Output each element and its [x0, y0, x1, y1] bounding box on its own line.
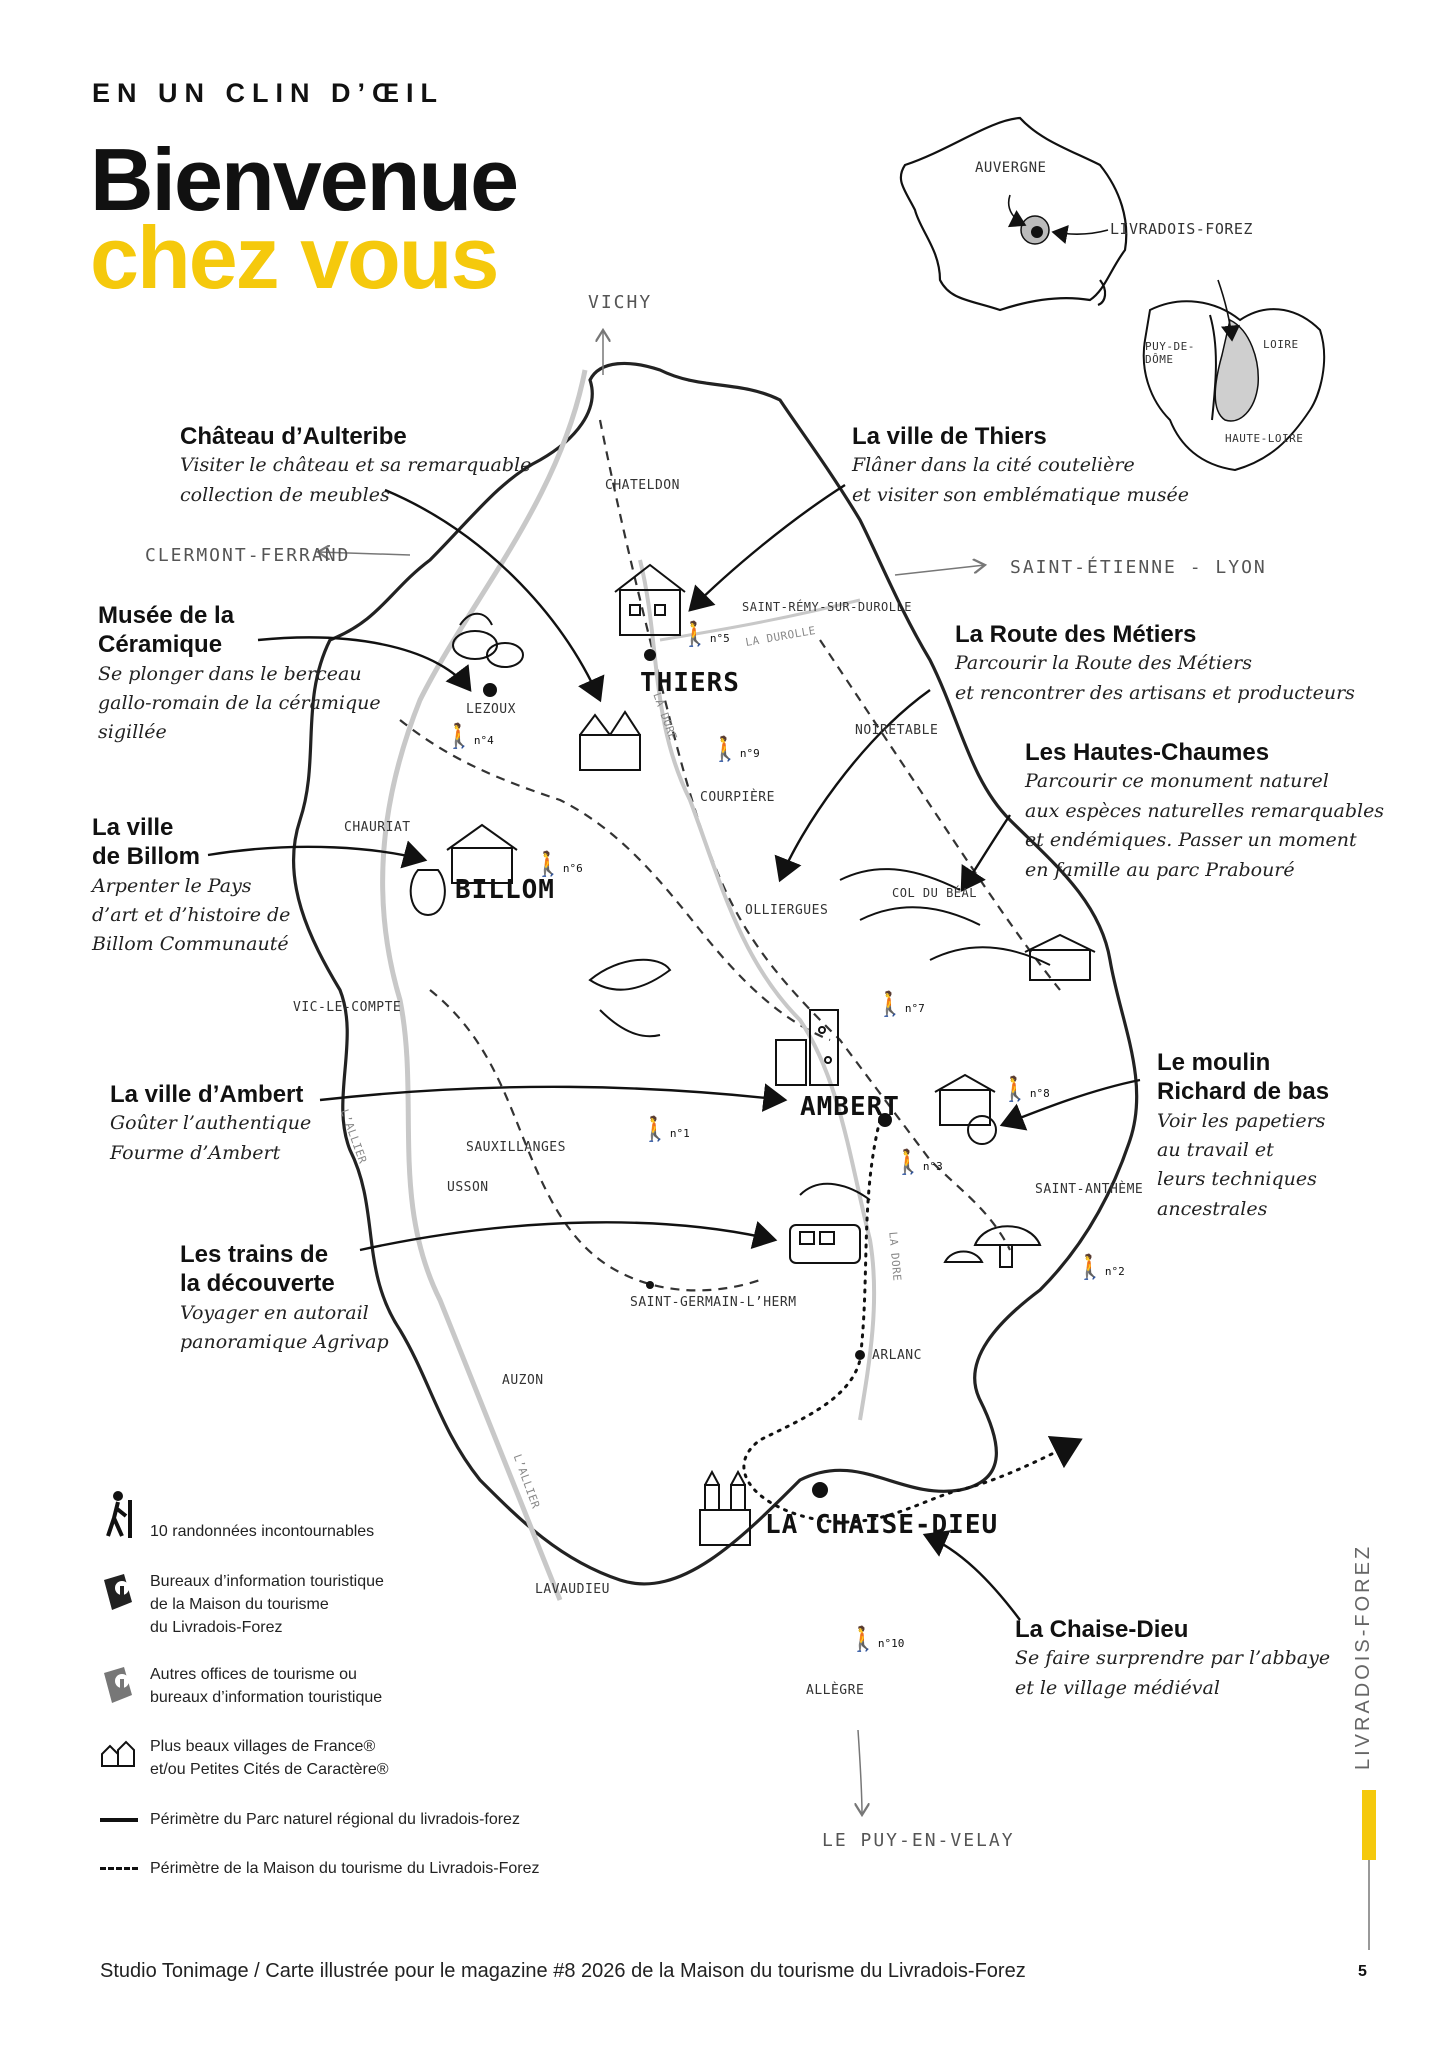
place-col-du-beal: COL DU BÉAL	[892, 886, 977, 900]
village-icon	[100, 1738, 138, 1773]
callout-desc: Visiter le château et sa remarquable	[180, 454, 532, 477]
river-label-allier: L’ALLIER	[337, 1107, 370, 1166]
mushrooms-illustration	[945, 1226, 1040, 1267]
callout-desc: Voyager en autorail	[180, 1301, 369, 1324]
callout-desc: d’art et d’histoire de	[92, 903, 291, 926]
place-chateldon: CHATELDON	[605, 478, 680, 493]
hike-number: n°3	[922, 1160, 943, 1173]
place-noiretable: NOIRÉTABLE	[855, 723, 939, 738]
place-arlanc: ARLANC	[872, 1348, 922, 1363]
callout-desc: au travail et	[1157, 1138, 1274, 1161]
callout-desc: Fourme d’Ambert	[110, 1141, 281, 1164]
mountains-illustration	[840, 869, 1050, 965]
callout-desc: Se plonger dans le berceau	[98, 662, 362, 685]
place-allegre: ALLÈGRE	[806, 1683, 865, 1698]
callout-moulin-richard-de-bas	[1157, 1048, 1329, 1224]
legend-item-other-offices	[150, 1663, 382, 1709]
side-rule	[1368, 1860, 1370, 1950]
callout-title: La Chaise-Dieu	[1015, 1616, 1189, 1643]
hike-number: n°1	[669, 1127, 690, 1140]
legend-label: du Livradois-Forez	[150, 1619, 283, 1637]
hike-number: n°2	[1104, 1265, 1125, 1278]
river-label-dore-south: LA DORE	[886, 1231, 904, 1282]
hiker-icon: 🚶n°4	[444, 723, 494, 750]
legend-label: Bureaux d’information touristique	[150, 1573, 384, 1590]
hiker-icon: 🚶n°1	[640, 1116, 690, 1143]
place-vic-le-compte: VIC-LE-COMPTE	[293, 1000, 402, 1015]
callout-desc: Parcourir ce monument naturel	[1025, 770, 1329, 793]
hiker-icon: 🚶n°5	[680, 621, 730, 648]
callout-desc: aux espèces naturelles remarquables	[1025, 799, 1385, 822]
park-perimeter-line	[100, 1818, 138, 1822]
callout-desc: et rencontrer des artisans et producteurs	[955, 681, 1355, 704]
callout-title: La ville	[92, 814, 174, 841]
callout-title: Les Hautes-Chaumes	[1025, 739, 1270, 766]
direction-vichy: VICHY	[588, 292, 653, 313]
hiker-icon: 🚶n°2	[1075, 1254, 1125, 1281]
callout-desc: gallo-romain de la céramique	[98, 691, 381, 714]
legend-label: Plus beaux villages de France®	[150, 1738, 376, 1755]
hiker-icon	[100, 1490, 136, 1545]
callout-desc: et le village médiéval	[1015, 1676, 1220, 1699]
callout-title: Richard de bas	[1157, 1078, 1330, 1106]
place-chauriat: CHAURIAT	[344, 820, 411, 835]
train-route	[744, 1120, 1080, 1522]
park-perimeter	[294, 363, 1137, 1583]
place-saint-remy: SAINT-RÉMY-SUR-DUROLLE	[742, 600, 912, 614]
callout-la-chaise-dieu	[1015, 1615, 1330, 1703]
callout-desc: Goûter l’authentique	[110, 1112, 312, 1135]
legend-label: Périmètre du Parc naturel régional du livradois-forez	[150, 1811, 520, 1828]
legend-item-villages	[150, 1735, 389, 1781]
callout-title: La Route des Métiers	[955, 621, 1197, 648]
place-auzon: AUZON	[502, 1373, 544, 1388]
callout-desc: sigillée	[98, 721, 167, 744]
inset-france-map	[901, 118, 1126, 310]
callout-desc: Se faire surprendre par l’abbaye	[1015, 1647, 1331, 1670]
legend-label: Autres offices de tourisme ou	[150, 1666, 357, 1683]
callout-title: la découverte	[180, 1270, 335, 1298]
mill-illustration	[935, 1075, 996, 1144]
inset-label-auvergne: AUVERGNE	[975, 160, 1047, 176]
callout-chateau-aulteribe	[180, 422, 531, 510]
legend-label: et/ou Petites Cités de Caractère®	[150, 1761, 389, 1779]
hiker-icon: 🚶n°6	[533, 851, 583, 878]
place-billom: BILLOM	[455, 875, 555, 905]
hike-number: n°10	[877, 1637, 905, 1650]
legend-item-main-offices	[150, 1570, 384, 1640]
footer-credit: Studio Tonimage / Carte illustrée pour le magazine #8 2026 de la Maison du tourisme du Livradois-Forez	[100, 1960, 1026, 1982]
title-line-2: chez vous	[90, 208, 498, 307]
callout-trains-decouverte	[180, 1240, 389, 1357]
main-info-office-icon	[100, 1572, 136, 1617]
callout-hautes-chaumes	[1025, 738, 1384, 885]
callout-title: Céramique	[98, 631, 223, 659]
callout-thiers	[852, 422, 1189, 510]
callout-title: Musée de la	[98, 602, 235, 629]
direction-le-puy: LE PUY-EN-VELAY	[822, 1830, 1015, 1851]
legend-label: Périmètre de la Maison du tourisme du Livradois-Forez	[150, 1860, 540, 1877]
callout-desc: ancestrales	[1157, 1197, 1268, 1220]
callout-title: Le moulin	[1157, 1049, 1271, 1076]
place-lezoux: LEZOUX	[466, 702, 516, 717]
callout-desc: et endémiques. Passer un moment	[1025, 829, 1357, 852]
place-usson: USSON	[447, 1180, 489, 1195]
hike-number: n°5	[709, 632, 730, 645]
callout-desc: leurs techniques	[1157, 1168, 1317, 1191]
place-thiers: THIERS	[640, 668, 740, 698]
direction-saint-etienne: SAINT-ÉTIENNE - LYON	[1010, 557, 1267, 578]
callout-title: Château d’Aulteribe	[180, 423, 407, 450]
place-sauxillanges: SAUXILLANGES	[466, 1140, 566, 1155]
legend-label: 10 randonnées incontournables	[150, 1523, 375, 1540]
hike-number: n°6	[562, 862, 583, 875]
title-line-1: Bienvenue	[90, 130, 518, 229]
river-allier	[383, 370, 585, 1600]
place-courpiere: COURPIÈRE	[700, 790, 775, 805]
callout-ambert	[110, 1080, 311, 1168]
place-olliergues: OLLIERGUES	[745, 903, 829, 918]
other-info-office-icon	[100, 1665, 136, 1710]
kicker: EN UN CLIN D’ŒIL	[92, 78, 444, 108]
place-lavaudieu: LAVAUDIEU	[535, 1582, 610, 1597]
callout-desc: collection de meubles	[180, 483, 390, 506]
place-ambert: AMBERT	[800, 1092, 900, 1122]
inset-livradois-forez-area	[1215, 320, 1258, 421]
callout-billom	[92, 813, 290, 960]
river-label-allier-south: L’ALLIER	[510, 1452, 543, 1511]
fish-illustration	[590, 960, 670, 1037]
river-label-dore: LA DORE	[650, 690, 680, 743]
callout-desc: Parcourir la Route des Métiers	[955, 652, 1252, 675]
hiker-icon: 🚶n°7	[875, 991, 925, 1018]
tourism-perimeter-dashed-line	[100, 1867, 138, 1870]
place-saint-anthem: SAINT-ANTHÈME	[1035, 1182, 1144, 1197]
legend-label: bureaux d’information touristique	[150, 1689, 383, 1707]
callout-desc: Arpenter le Pays	[92, 874, 252, 897]
inset-label-loire: LOIRE	[1263, 338, 1299, 351]
castle-illustration	[580, 712, 640, 770]
callout-desc: et visiter son emblématique musée	[852, 483, 1189, 506]
callout-title: La ville de Thiers	[852, 423, 1047, 450]
place-saint-germain: SAINT-GERMAIN-L’HERM	[630, 1295, 797, 1310]
hiker-icon: 🚶n°3	[893, 1149, 943, 1176]
hike-number: n°4	[473, 734, 494, 747]
inset-label-puy-de-dome: PUY-DE-DÔME	[1145, 340, 1195, 366]
pottery-illustration	[453, 614, 523, 667]
hike-number: n°7	[904, 1002, 925, 1015]
inset-label-livradois-forez: LIVRADOIS-FOREZ	[1110, 220, 1253, 238]
callout-title: de Billom	[92, 843, 201, 871]
place-la-chaise-dieu: LA CHAISE-DIEU	[765, 1510, 999, 1540]
callout-title: Les trains de	[180, 1241, 329, 1268]
hike-number: n°9	[739, 747, 760, 760]
callout-desc: Voir les papetiers	[1157, 1109, 1326, 1132]
callout-desc: Billom Communauté	[92, 933, 289, 956]
callout-title: La ville d’Ambert	[110, 1081, 304, 1108]
side-label: LIVRADOIS-FOREZ	[1352, 1543, 1374, 1770]
hiker-icon: 🚶n°10	[848, 1626, 905, 1653]
callout-desc: panoramique Agrivap	[180, 1330, 389, 1353]
callout-route-metiers	[955, 620, 1355, 708]
legend-label: de la Maison du tourisme	[150, 1596, 329, 1614]
inset-label-haute-loire: HAUTE-LOIRE	[1225, 432, 1304, 445]
river-label-durolle: LA DUROLLE	[744, 623, 817, 650]
hike-number: n°8	[1029, 1087, 1050, 1100]
side-accent-bar	[1362, 1790, 1376, 1860]
hiker-icon: 🚶n°9	[710, 736, 760, 763]
hiker-icon: 🚶n°8	[1000, 1076, 1050, 1103]
callout-musee-ceramique	[98, 601, 381, 748]
page-number: 5	[1358, 1963, 1367, 1980]
direction-clermont: CLERMONT-FERRAND	[145, 545, 351, 566]
callout-desc: en famille au parc Prabouré	[1025, 858, 1295, 881]
callout-desc: Flâner dans la cité coutelière	[852, 454, 1135, 477]
